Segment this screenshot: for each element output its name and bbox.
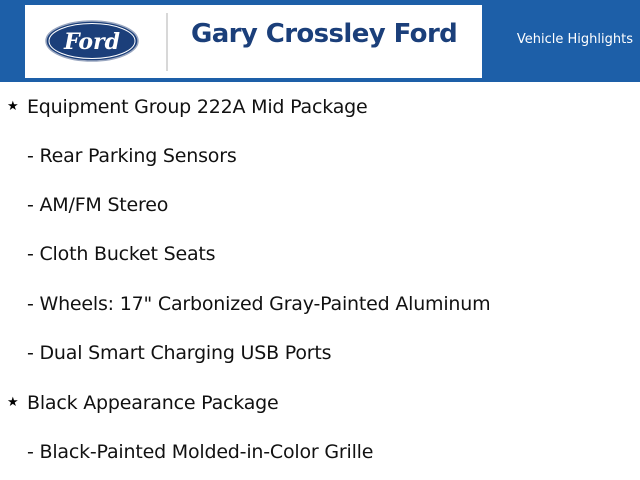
feature-text: - Black-Painted Molded-in-Color Grille: [27, 441, 374, 463]
feature-text: Equipment Group 222A Mid Package: [27, 96, 368, 118]
header-banner: [0, 0, 640, 82]
feature-text: - Cloth Bucket Seats: [27, 243, 216, 265]
feature-list: [0, 82, 640, 480]
feature-text: Black Appearance Package: [27, 392, 279, 414]
logo-divider: [166, 13, 168, 71]
star-icon: ★: [7, 395, 19, 410]
feature-text: - Dual Smart Charging USB Ports: [27, 342, 332, 364]
dealer-logo-card: [25, 5, 482, 78]
feature-text: - AM/FM Stereo: [27, 194, 169, 216]
ford-logo: [45, 20, 139, 62]
ford-logo-text: Ford: [63, 29, 121, 55]
dealer-name: Gary Crossley Ford: [191, 19, 458, 49]
feature-text: - Rear Parking Sensors: [27, 145, 237, 167]
section-title: Vehicle Highlights: [516, 32, 633, 47]
feature-text: - Wheels: 17" Carbonized Gray-Painted Aluminum: [27, 293, 491, 315]
star-icon: ★: [7, 99, 19, 114]
